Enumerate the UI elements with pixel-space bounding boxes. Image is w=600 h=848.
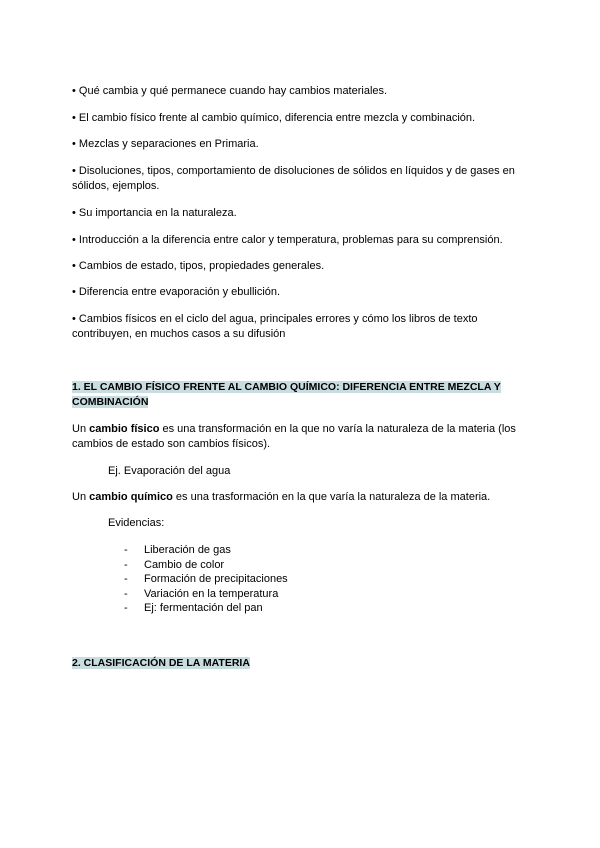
list-item <box>124 587 288 602</box>
dash-marker: - <box>124 573 128 585</box>
evidence-text: Cambio de color <box>144 558 225 571</box>
list-item <box>124 572 288 587</box>
bullet-item: • Qué cambia y qué permanece cuando hay cambios materiales. <box>72 85 388 97</box>
list-item <box>124 601 288 616</box>
evidence-list <box>124 543 288 616</box>
bullet-item: • El cambio físico frente al cambio químico, diferencia entre mezcla y combinación. <box>72 112 476 124</box>
evidence-label: Evidencias: <box>108 517 165 529</box>
bullet-item: • Cambios físicos en el ciclo del agua, principales errores y cómo los libros de texto contribuyen, en muchos casos a su difusión <box>72 313 478 340</box>
dash-marker: - <box>124 558 128 571</box>
physical-change-term: cambio físico <box>89 423 160 435</box>
section-1-heading <box>72 380 532 410</box>
evidence-text: Variación en la temperatura <box>144 587 279 600</box>
p2-post: es una trasformación en la que varía la naturaleza de la materia. <box>172 491 491 503</box>
list-item <box>124 558 288 573</box>
section-2-heading-text: 2. CLASIFICACIÓN DE LA MATERIA <box>72 657 250 669</box>
chemical-change-paragraph <box>72 490 532 505</box>
section-1-heading-text: 1. EL CAMBIO FÍSICO FRENTE AL CAMBIO QUÍMICO: DIFERENCIA ENTRE MEZCLA Y COMBINACIÓN <box>72 381 501 408</box>
list-item <box>124 543 288 558</box>
bullet-item: • Diferencia entre evaporación y ebullición. <box>72 286 281 298</box>
p2-pre: Un <box>72 491 90 503</box>
p1-pre: Un <box>72 423 90 435</box>
chemical-change-term: cambio químico <box>89 491 173 503</box>
evidence-text: Liberación de gas <box>144 544 231 556</box>
evidence-text: Ej: fermentación del pan <box>144 602 263 614</box>
evidence-text: Formación de precipitaciones <box>144 573 288 585</box>
bullet-item: • Cambios de estado, tipos, propiedades generales. <box>72 260 325 272</box>
section-2-heading <box>72 656 532 671</box>
example-text: Ej. Evaporación del agua <box>108 465 231 477</box>
bullet-item: • Introducción a la diferencia entre calor y temperatura, problemas para su comprensión. <box>72 234 503 246</box>
dash-marker: - <box>124 544 128 556</box>
bullet-item: • Su importancia en la naturaleza. <box>72 207 237 219</box>
dash-marker: - <box>124 587 128 600</box>
p1-post: es una transformación en la que no varía la naturaleza de la materia (los cambios de estado son cambios físicos). <box>72 423 516 450</box>
physical-change-paragraph <box>72 422 532 452</box>
bullet-item: • Disoluciones, tipos, comportamiento de disoluciones de sólidos en líquidos y de gases en sólidos, ejemplos. <box>72 165 515 192</box>
bullet-item: • Mezclas y separaciones en Primaria. <box>72 138 259 150</box>
dash-marker: - <box>124 602 128 614</box>
